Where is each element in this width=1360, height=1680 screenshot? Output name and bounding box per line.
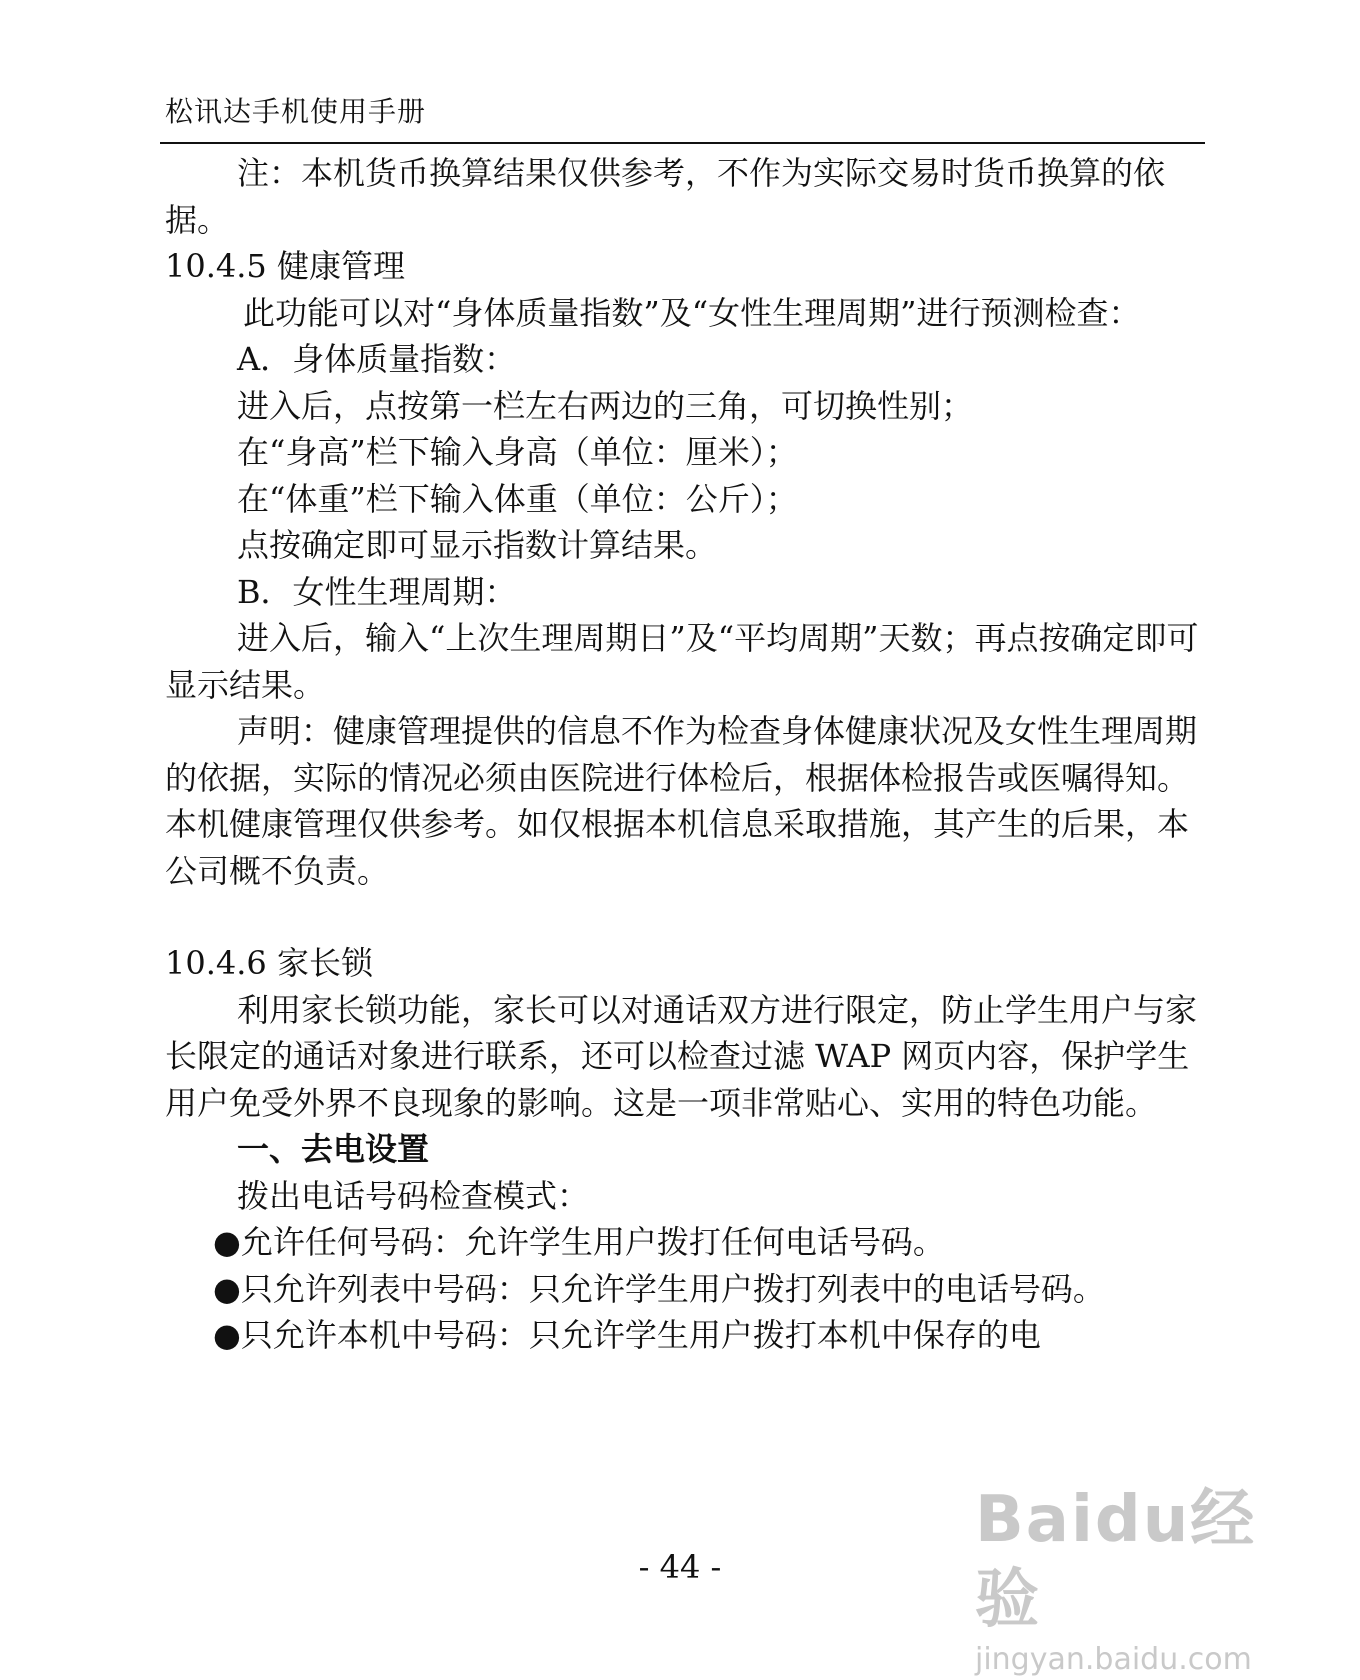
- watermark-url: jingyan.baidu.com: [975, 1642, 1252, 1677]
- page-number: - 44 -: [638, 1548, 722, 1586]
- health-intro: 此功能可以对“身体质量指数”及“女性生理周期”进行预测检查：: [243, 293, 1141, 332]
- watermark-logo: Baidu经验: [975, 1483, 1257, 1637]
- bullet-allow-local: ●只允许本机中号码：只允许学生用户拨打本机中保存的电: [213, 1316, 1041, 1354]
- currency-note: 注：本机货币换算结果仅供参考，不作为实际交易时货币换算的依据。: [165, 154, 1166, 239]
- section-heading-10-4-6: 10.4.6 家长锁: [165, 944, 373, 982]
- bmi-title: A．身体质量指数：: [237, 340, 517, 378]
- bullet-allow-any: ●允许任何号码：允许学生用户拨打任何电话号码。: [213, 1223, 945, 1261]
- bmi-step-3: 在“体重”栏下输入体重（单位：公斤）；: [237, 479, 798, 518]
- baidu-watermark: [975, 1480, 1260, 1677]
- section-heading-10-4-5: 10.4.5 健康管理: [165, 247, 405, 285]
- section-spacer: [165, 894, 1200, 940]
- outgoing-call-settings-heading: 一、去电设置: [237, 1130, 430, 1168]
- cycle-step: 进入后，输入“上次生理周期日”及“平均周期”天数；再点按确定即可显示结果。: [165, 619, 1199, 704]
- health-disclaimer: 声明：健康管理提供的信息不作为检查身体健康状况及女性生理周期的依据，实际的情况必须由医院进行体检后，根据体检报告或医嘱得知。本机健康管理仅供参考。如仅根据本机信息采取措施，其产生的后果，本公司概不负责。: [165, 712, 1198, 890]
- bmi-step-2: 在“身高”栏下输入身高（单位：厘米）；: [237, 433, 798, 471]
- page-header: 松讯达手机使用手册: [165, 95, 427, 128]
- dial-check-mode-label: 拨出电话号码检查模式：: [237, 1176, 590, 1215]
- parental-lock-intro: 利用家长锁功能，家长可以对通话双方进行限定，防止学生用户与家长限定的通话对象进行联系，还可以检查过滤 WAP 网页内容，保护学生用户免受外界不良现象的影响。这是一项非常贴心、实用的特色功能。: [165, 990, 1198, 1122]
- bmi-step-4: 点按确定即可显示指数计算结果。: [237, 526, 718, 564]
- bmi-step-1: 进入后，点按第一栏左右两边的三角，可切换性别；: [237, 386, 974, 425]
- header-divider: [160, 142, 1205, 144]
- page-content: [165, 150, 1200, 1359]
- bullet-allow-list: ●只允许列表中号码：只允许学生用户拨打列表中的电话号码。: [213, 1269, 1105, 1308]
- cycle-title: B．女性生理周期：: [237, 572, 517, 611]
